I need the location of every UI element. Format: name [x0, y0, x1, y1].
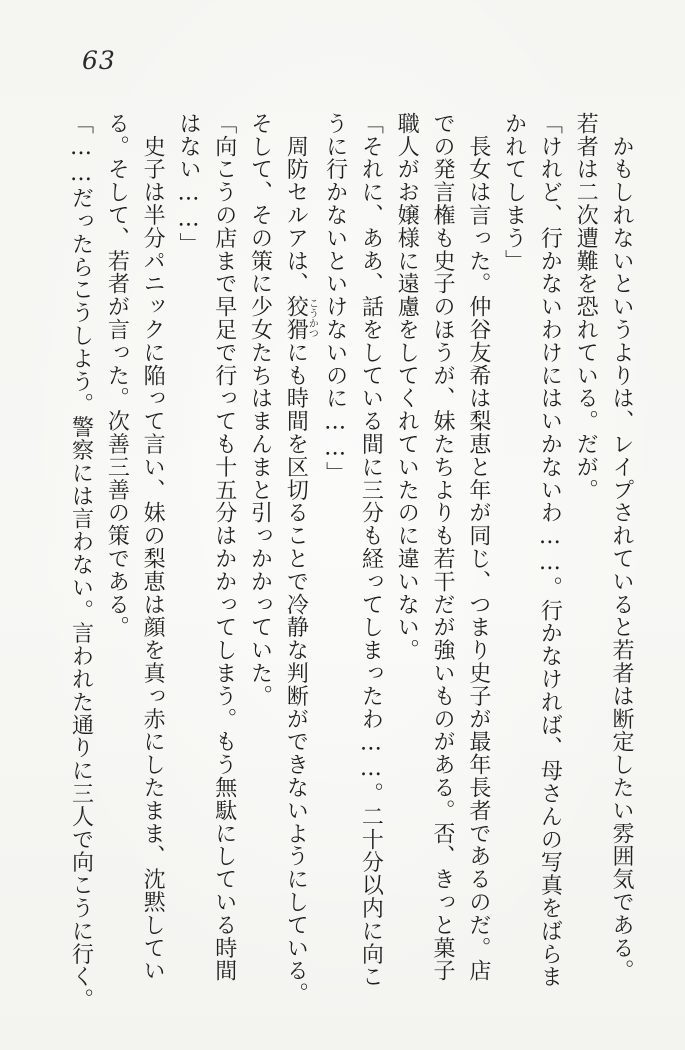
- text-column: かもしれないというよりは、レイプされていると若者は断定したい雰囲気である。: [609, 112, 634, 983]
- vertical-text-block: [63, 112, 639, 1012]
- text-column: 周防セルアは、狡猾こうかつにも時間を区切ることで冷静な判断ができないようにしている。: [283, 112, 318, 1006]
- text-column: はない……」: [175, 112, 201, 256]
- text-column: 史子は半分パニックに陥って言い、妹の梨恵は顔を真っ赤にしたまま、沈黙してい: [140, 112, 166, 983]
- ruby-annotated-word: 狡猾こうかつ: [283, 295, 318, 342]
- text-column: る。そして、若者が言った。次善三善の策である。: [104, 112, 130, 639]
- text-column: かれてしまう」: [501, 112, 527, 273]
- text-column: 若者は二次遭難を恐れている。だが。: [573, 112, 599, 502]
- text-column: 職人がお嬢様に遠慮をしてくれていたのに違いない。: [394, 112, 420, 662]
- text-column: うに行かないといけないのに……」: [322, 112, 348, 485]
- text-column: そして、その策に少女たちはまんまと引っかかっていた。: [247, 112, 273, 708]
- text-column: 「けれど、行かないわけにはいかないわ……。行かなければ、母さんの写真をばらま: [537, 112, 563, 989]
- text-column: 長女は言った。仲谷友希は梨恵と年が同じ、つまり史子が最年長者であるのだ。店: [465, 112, 491, 983]
- furigana: こうかつ: [306, 295, 318, 342]
- text-column: 「それに、ああ、話をしている間に三分も経ってしまったわ……。二十分以内に向こ: [358, 112, 384, 989]
- text-column: 「……だったらこうしよう。警察には言わない。言われた通りに三人で向こうに行く。: [68, 112, 94, 1012]
- page-number: 63: [82, 46, 116, 75]
- text-column: での発言権も史子のほうが、妹たちよりも若干だが強いものがある。否、きっと菓子: [430, 112, 456, 983]
- text-column: 「向こうの店まで早足で行っても十五分はかかってしまう。もう無駄にしている時間: [211, 112, 237, 983]
